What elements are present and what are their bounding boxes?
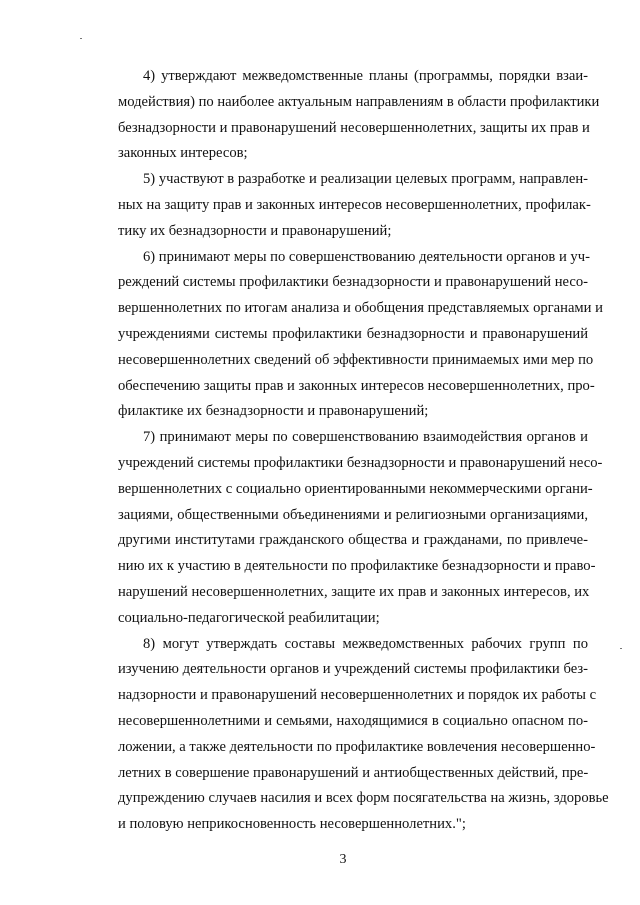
paragraph-line: учреждениями системы профилактики безнадзорности и правонарушений <box>118 325 588 342</box>
paragraph-line: вершеннолетних с социально ориентированными некоммерческими органи- <box>118 480 593 497</box>
scan-speck <box>80 38 82 39</box>
paragraph-line: другими институтами гражданского общества и гражданами, по привлече- <box>118 532 588 549</box>
body-text <box>118 64 609 838</box>
paragraph-line: вершеннолетних по итогам анализа и обобщения представляемых органами и <box>118 300 603 317</box>
paragraph-line: нию их к участию в деятельности по профилактике безнадзорности и право- <box>118 558 596 575</box>
paragraph-line: изучению деятельности органов и учреждений системы профилактики без- <box>118 661 588 678</box>
paragraph-line: нарушений несовершеннолетних, защите их прав и законных интересов, их <box>118 583 590 600</box>
paragraph-line: 5) участвуют в разработке и реализации целевых программ, направлен- <box>143 171 588 188</box>
paragraph-line: 6) принимают меры по совершенствованию деятельности органов и уч- <box>143 248 590 265</box>
paragraph-line: надзорности и правонарушений несовершеннолетних и порядок их работы с <box>118 687 597 704</box>
paragraph-line: и половую неприкосновенность несовершеннолетних."; <box>118 816 466 833</box>
paragraph-line: несовершеннолетних сведений об эффективности принимаемых ими мер по <box>118 351 594 368</box>
paragraph-line: дупреждению случаев насилия и всех форм посягательства на жизнь, здоровье <box>118 790 609 807</box>
paragraph-line: зациями, общественными объединениями и религиозными организациями, <box>118 506 588 523</box>
paragraph-line: 7) принимают меры по совершенствованию взаимодействия органов и <box>143 429 588 446</box>
paragraph-line: летних в совершение правонарушений и антиобщественных действий, пре- <box>118 764 589 781</box>
paragraph-line: модействия) по наиболее актуальным направлениям в области профилактики <box>118 93 600 110</box>
paragraph-line: учреждений системы профилактики безнадзорности и правонарушений несо- <box>118 454 603 471</box>
paragraph-line: ных на защиту прав и законных интересов несовершеннолетних, профилак- <box>118 196 591 213</box>
paragraph-line: социально-педагогической реабилитации; <box>118 609 380 626</box>
paragraph-line: реждений системы профилактики безнадзорности и правонарушений несо- <box>118 274 588 291</box>
page-number: 3 <box>339 852 347 867</box>
paragraph-line: обеспечению защиты прав и законных интересов несовершеннолетних, про- <box>118 377 595 394</box>
paragraph-line: филактике их безнадзорности и правонарушений; <box>118 403 429 420</box>
paragraph-line: 8) могут утверждать составы межведомственных рабочих групп по <box>143 635 588 652</box>
paragraph-line: безнадзорности и правонарушений несовершеннолетних, защиты их прав и <box>118 119 590 136</box>
paragraph-line: ложении, а также деятельности по профилактике вовлечения несовершенно- <box>118 738 596 755</box>
paragraph-line: тику их безнадзорности и правонарушений; <box>118 222 392 239</box>
scan-speck <box>620 648 622 649</box>
paragraph-line: несовершеннолетними и семьями, находящимися в социально опасном по- <box>118 712 588 729</box>
paragraph-line: законных интересов; <box>118 145 248 162</box>
paragraph-line: 4) утверждают межведомственные планы (программы, порядки взаи- <box>143 68 588 84</box>
